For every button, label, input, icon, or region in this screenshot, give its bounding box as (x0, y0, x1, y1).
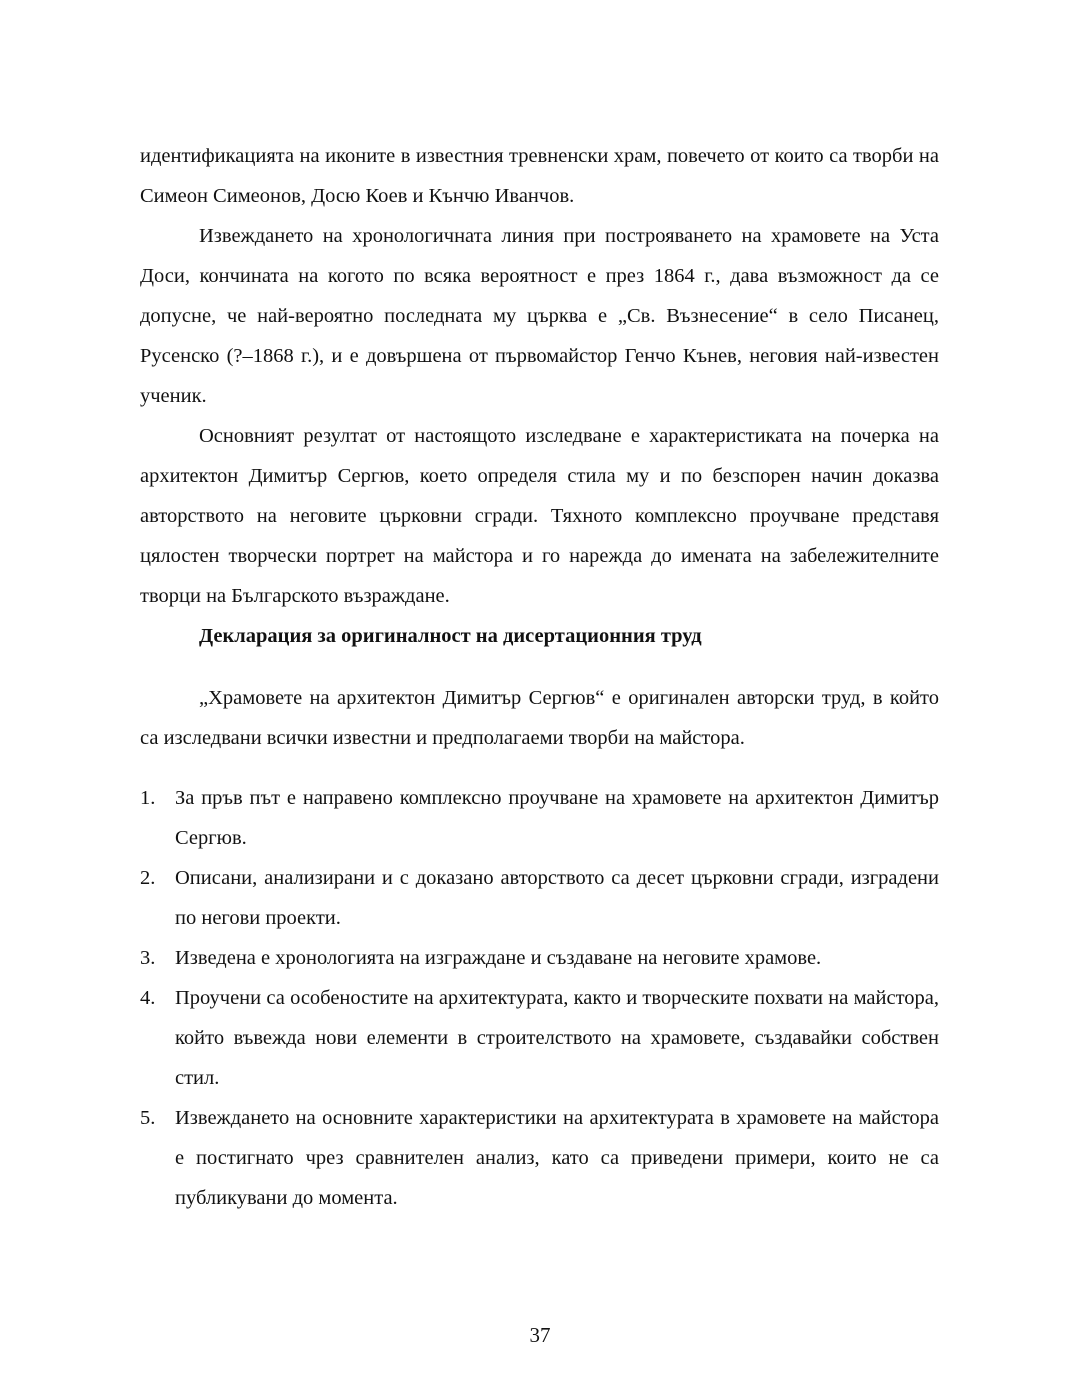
list-item-text: Изведена е хронологията на изграждане и създаване на неговите храмове. (175, 947, 822, 969)
list-item (140, 938, 939, 978)
list-item-text: Извеждането на основните характеристики на архитектурата в храмовете на майстора е постигнато чрез сравнителен анализ, като са приведени примери, които не са публикувани до момента. (175, 1107, 939, 1209)
list-item-text: За пръв път е направено комплексно проучване на храмовете на архитектон Димитър Сергюв. (175, 787, 939, 849)
list-item-number: 1. (140, 787, 156, 809)
list-item-number: 2. (140, 867, 156, 889)
paragraph-main-result: Основният резултат от настоящото изследване е характеристиката на почерка на архитектон Димитър Сергюв, което определя стила му и по безспорен начин доказва авторството на неговите църковни сгради. Тяхното комплексно проучване представя цялостен творчески портрет на майстора и го нарежда до имената на забележителните творци на Българското възраждане. (140, 425, 939, 607)
list-item-text: Описани, анализирани и с доказано авторството са десет църковни сгради, изградени по негови проекти. (175, 867, 939, 929)
list-item (140, 978, 939, 1098)
list-item-number: 3. (140, 947, 156, 969)
list-item (140, 858, 939, 938)
list-item-number: 4. (140, 987, 156, 1009)
list-item-text: Проучени са особеностите на архитектурата, както и творческите похвати на майстора, който въвежда нови елементи в строителството на храмовете, създавайки собствен стил. (175, 987, 939, 1089)
list-item (140, 778, 939, 858)
contributions-list (140, 778, 939, 1218)
paragraph-declaration: „Храмовете на архитектон Димитър Сергюв“ е оригинален авторски труд, в който са изследвани всички известни и предполагаеми творби на майстора. (140, 687, 939, 749)
list-item-number: 5. (140, 1107, 156, 1129)
page-number: 37 (529, 1323, 551, 1347)
section-heading: Декларация за оригиналност на дисертационния труд (199, 625, 702, 647)
list-item (140, 1098, 939, 1218)
document-page (140, 136, 939, 1218)
paragraph-continuation: идентификацията на иконите в известния тревненски храм, повечето от които са творби на Симеон Симеонов, Досю Коев и Кънчю Иванчов. (140, 145, 939, 207)
paragraph-chronology: Извеждането на хронологичната линия при построяването на храмовете на Уста Доси, кончината на когото по всяка вероятност е през 1864 г., дава възможност да се допусне, че най-вероятно последната му църква е „Св. Възнесение“ в село Писанец, Русенско (?–1868 г.), и е довършена от първомайстор Генчо Кънев, неговия най-известен ученик. (140, 225, 939, 407)
